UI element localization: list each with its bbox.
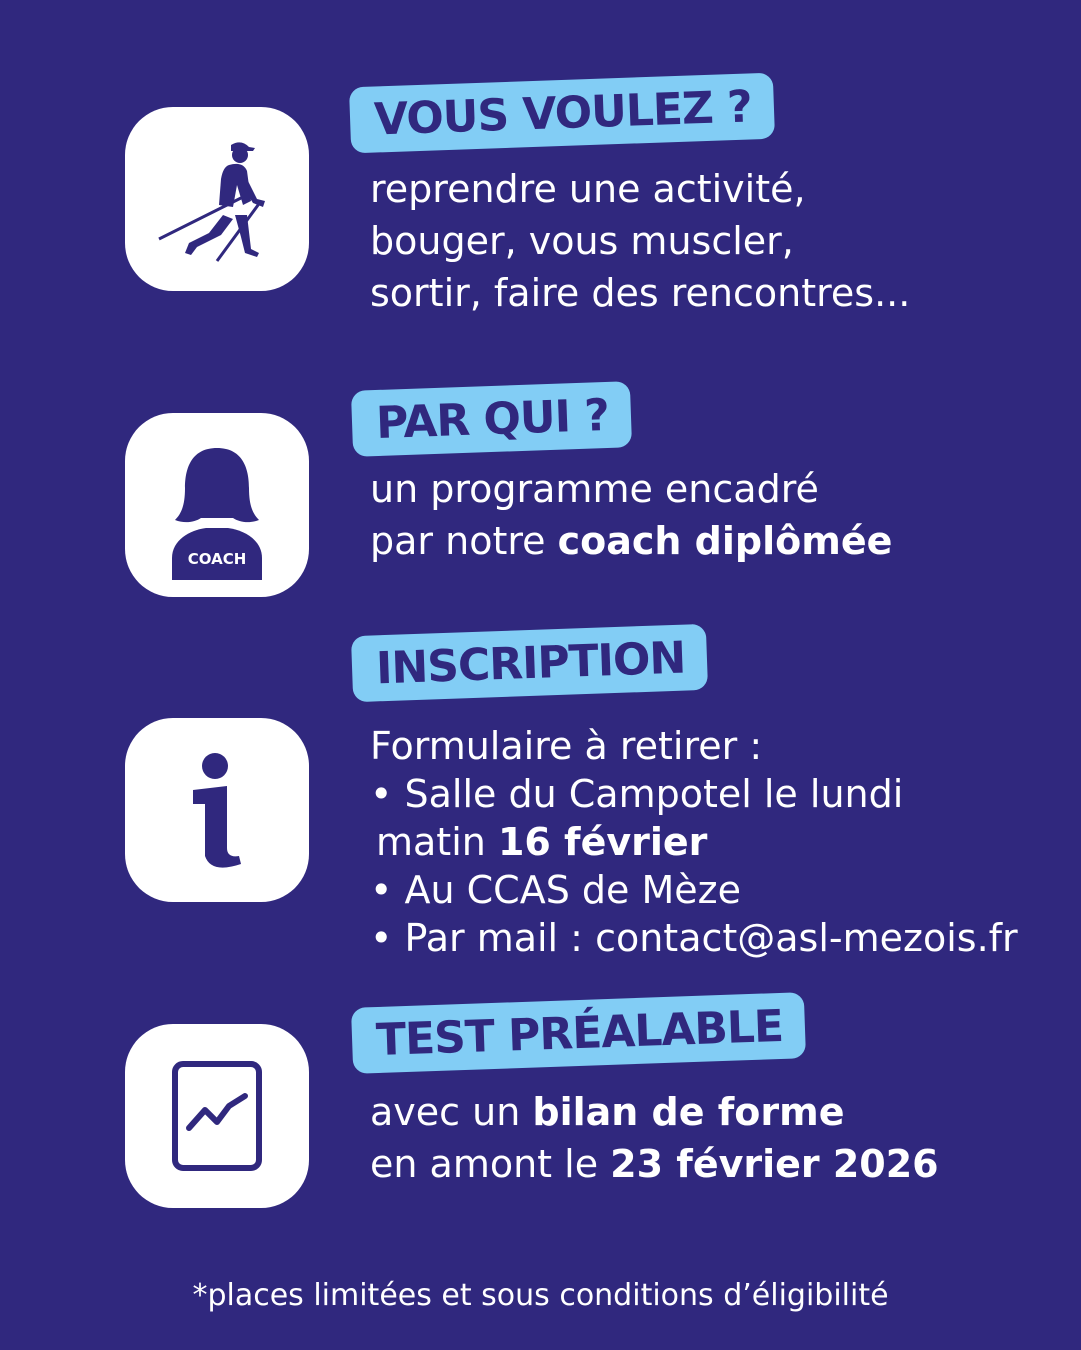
- section-text-par-qui: [370, 463, 892, 567]
- section-text-inscription: [370, 722, 1018, 962]
- text-line: Formulaire à retirer :: [370, 724, 763, 768]
- coach-icon-card: [125, 413, 309, 597]
- text-line: [370, 818, 1018, 866]
- section-tag-inscription: INSCRIPTION: [351, 624, 708, 702]
- text-line: • Salle du Campotel le lundi: [370, 772, 904, 816]
- section-text-vous-voulez: [370, 163, 910, 319]
- text-regular: matin: [376, 820, 498, 864]
- walker-icon-card: [125, 107, 309, 291]
- text-line: [370, 515, 892, 567]
- text-line: • Au CCAS de Mèze: [370, 868, 741, 912]
- footer-note: *places limitées et sous conditions d’éligibilité: [192, 1278, 889, 1313]
- text-line: • Par mail : contact@asl-mezois.fr: [370, 916, 1018, 960]
- text-regular: avec un: [370, 1090, 533, 1134]
- info-icon: [157, 740, 277, 880]
- coach-label: COACH: [187, 550, 247, 568]
- coach-silhouette-icon: [142, 430, 292, 580]
- section-tag-par-qui: PAR QUI ?: [351, 381, 632, 457]
- text-regular: en amont le: [370, 1142, 611, 1186]
- text-bold: coach diplômée: [557, 519, 893, 563]
- text-bold: 23 février 2026: [610, 1142, 939, 1186]
- text-line: reprendre une activité,: [370, 167, 806, 211]
- info-icon-card: [125, 718, 309, 902]
- section-tag-vous-voulez: VOUS VOULEZ ?: [349, 73, 775, 154]
- text-line: [370, 1086, 939, 1138]
- section-text-test-prealable: [370, 1086, 939, 1190]
- text-line: un programme encadré: [370, 467, 819, 511]
- text-bold: bilan de forme: [532, 1090, 845, 1134]
- nordic-walker-icon: [147, 129, 287, 269]
- fitness-chart-icon: [167, 1056, 267, 1176]
- chart-icon-card: [125, 1024, 309, 1208]
- text-regular: par notre: [370, 519, 558, 563]
- text-line: sortir, faire des rencontres...: [370, 271, 911, 315]
- section-tag-test-prealable: TEST PRÉALABLE: [351, 992, 806, 1074]
- text-line: bouger, vous muscler,: [370, 219, 794, 263]
- text-line: [370, 1138, 939, 1190]
- text-bold: 16 février: [497, 820, 708, 864]
